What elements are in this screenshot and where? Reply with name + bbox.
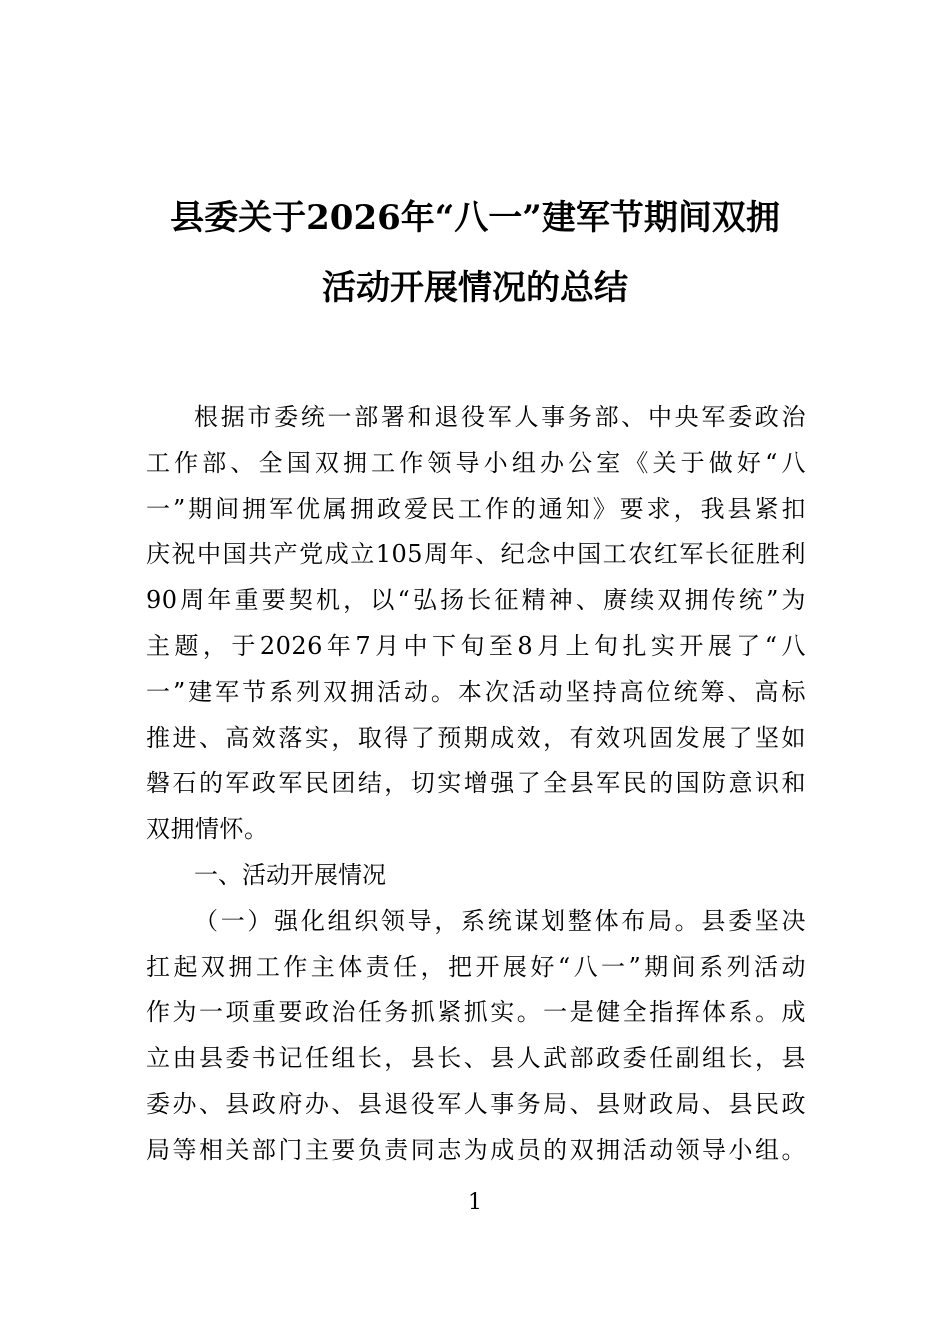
document-title-line-1: 县委关于2026年“八一”建军节期间双拥 bbox=[170, 198, 780, 238]
subsection-line: 作为一项重要政治任务抓紧抓实。一是健全指挥体系。成 bbox=[146, 998, 806, 1027]
document-body bbox=[146, 395, 806, 1174]
document-title-line-2: 活动开展情况的总结 bbox=[322, 268, 628, 308]
subsection-line: 局等相关部门主要负责同志为成员的双拥活动领导小组。 bbox=[146, 1135, 806, 1164]
page-number: 1 bbox=[468, 1190, 482, 1215]
section-heading: 一、活动开展情况 bbox=[194, 860, 386, 889]
intro-line: 主题，于2026年7月中下旬至8月上旬扎实开展了“八 bbox=[146, 631, 806, 660]
intro-line: 一”期间拥军优属拥政爱民工作的通知》要求，我县紧扣 bbox=[146, 494, 806, 523]
intro-line: 根据市委统一部署和退役军人事务部、中央军委政治 bbox=[194, 403, 806, 431]
intro-line: 双拥情怀。 bbox=[146, 815, 269, 844]
intro-line: 推进、高效落实，取得了预期成效，有效巩固发展了坚如 bbox=[146, 723, 806, 752]
subsection-line: 委办、县政府办、县退役军人事务局、县财政局、县民政 bbox=[146, 1089, 806, 1118]
intro-line: 一”建军节系列双拥活动。本次活动坚持高位统筹、高标 bbox=[146, 677, 806, 706]
subsection-line: 扛起双拥工作主体责任，把开展好“八一”期间系列活动 bbox=[146, 952, 806, 981]
intro-line: 90周年重要契机，以“弘扬长征精神、赓续双拥传统”为 bbox=[146, 586, 806, 615]
intro-line: 磐石的军政军民团结，切实增强了全县军民的国防意识和 bbox=[146, 769, 806, 798]
intro-line: 庆祝中国共产党成立105周年、纪念中国工农红军长征胜利 bbox=[146, 540, 806, 569]
subsection-line: （一）强化组织领导，系统谋划整体布局。县委坚决 bbox=[194, 906, 806, 935]
subsection-line: 立由县委书记任组长，县长、县人武部政委任副组长，县 bbox=[146, 1044, 806, 1073]
intro-line: 工作部、全国双拥工作领导小组办公室《关于做好“八 bbox=[146, 448, 806, 477]
